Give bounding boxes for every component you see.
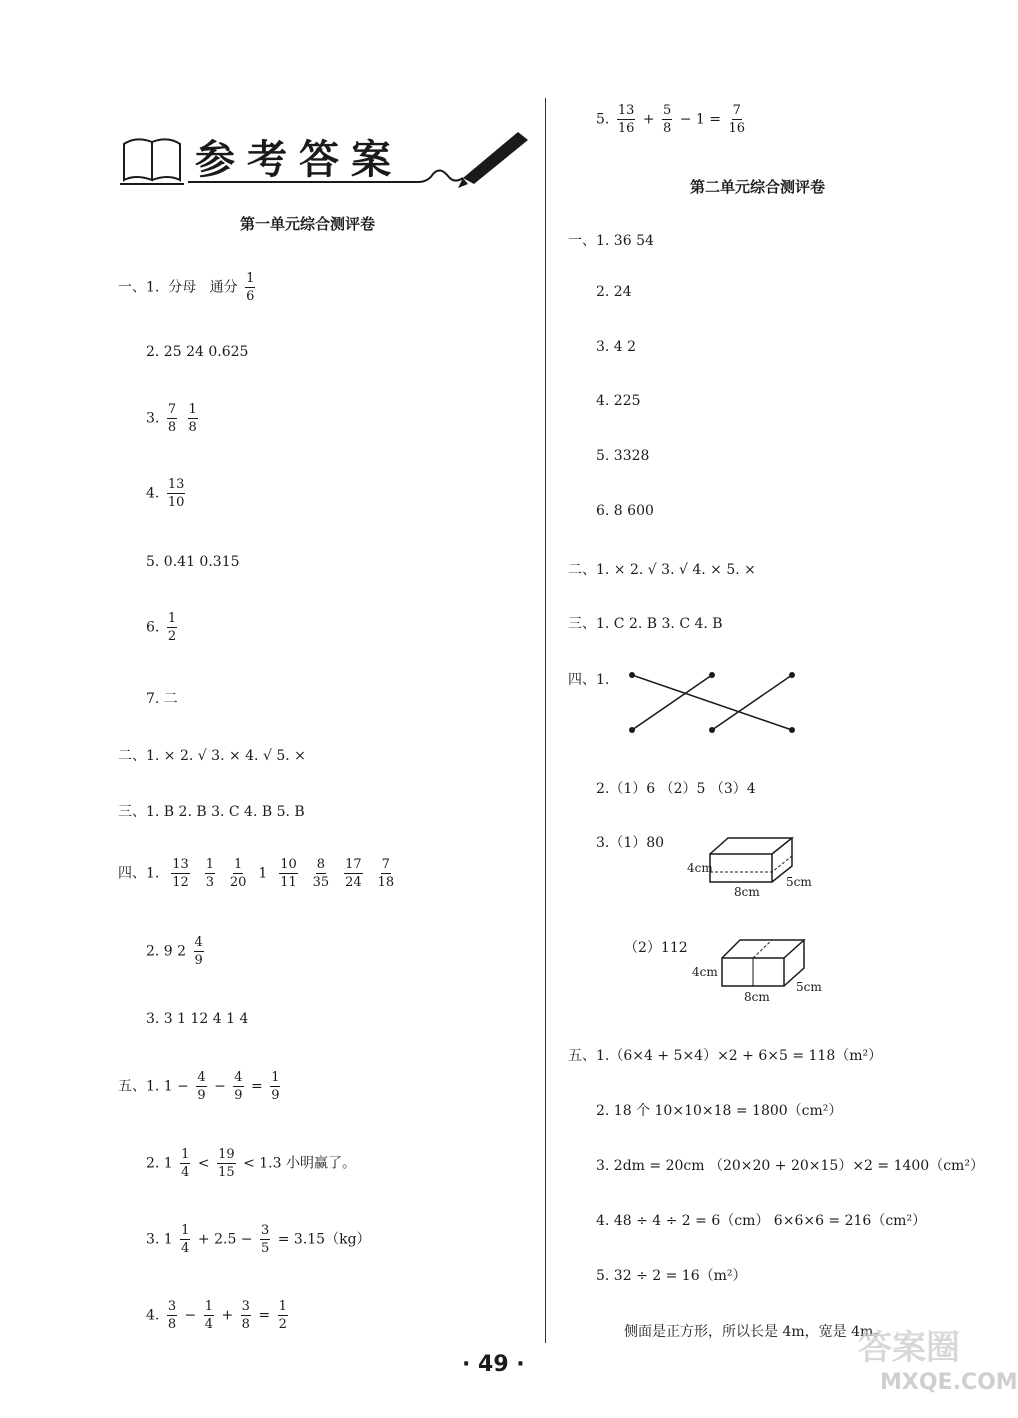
r-answer-5-2: 2. 18 个 10×10×18 = 1800（cm²）	[596, 1103, 843, 1119]
watermark-url: MXQE.COM	[880, 1370, 1018, 1395]
r-answer-4-1: 四、1.	[568, 672, 610, 688]
box2-width-label: 8cm	[744, 990, 770, 1004]
answer-5-4: 4. $\frac{3}{8}$ − $\frac{1}{4}$ + $\frac{3}{8}$ = $\frac{1}{2}$	[146, 1299, 287, 1332]
r-answer-1-2: 2. 24	[596, 284, 632, 300]
book-icon	[120, 139, 184, 184]
answer-1-7: 7. 二	[146, 691, 178, 707]
answer-1-2: 2. 25 24 0.625	[146, 344, 249, 360]
answer-1-5: 5. 0.41 0.315	[146, 554, 240, 570]
r-answer-1-6: 6. 8 600	[596, 503, 654, 519]
watermark-logo: 答案圈	[858, 1328, 960, 1368]
box2-depth-label: 5cm	[796, 980, 822, 994]
box1-depth-label: 5cm	[786, 875, 812, 889]
matching-lines-diagram	[620, 668, 800, 738]
match-line-3	[712, 675, 792, 730]
box2-height-label: 4cm	[692, 965, 718, 979]
answer-2: 二、1. × 2. √ 3. × 4. √ 5. ×	[118, 748, 306, 764]
r-answer-5-5: 5. 32 ÷ 2 = 16（m²）	[596, 1268, 747, 1284]
r-answer-5-4: 4. 48 ÷ 4 ÷ 2 = 6（cm） 6×6×6 = 216（cm²）	[596, 1213, 927, 1229]
answer-3: 三、1. B 2. B 3. C 4. B 5. B	[118, 804, 305, 820]
r-answer-5-1: 五、1.（6×4 + 5×4）×2 + 6×5 = 118（m²）	[568, 1048, 883, 1064]
answer-1-4: 4. $\frac{13}{10}$	[146, 477, 185, 510]
answer-prev-5: 5. $\frac{13}{16}$ + $\frac{5}{8}$ − 1 = $\frac{7}{16}$	[596, 103, 746, 136]
r-answer-1-5: 5. 3328	[596, 448, 650, 464]
answer-4-1: 四、1. $\frac{13}{12}$ $\frac{1}{3}$ $\frac{1}{20}$ 1 $\frac{10}{11}$ $\frac{8}{35}$ $\frac{17}{24}$ $\frac{7}{18}$	[118, 857, 395, 890]
unit2-heading: 第二单元综合测评卷	[690, 178, 826, 196]
answer-4-3: 3. 3 1 12 4 1 4	[146, 1011, 249, 1027]
r-answer-4-2: 2.（1）6 （2）5 （3）4	[596, 781, 756, 797]
box1-width-label: 8cm	[734, 885, 760, 899]
dot	[629, 672, 635, 678]
dot	[709, 727, 715, 733]
answer-5-1: 五、1. 1 − $\frac{4}{9}$ − $\frac{4}{9}$ = $\frac{1}{9}$	[118, 1070, 280, 1103]
answer-5-2: 2. 1 $\frac{1}{4}$ < $\frac{19}{15}$ < 1.3 小明赢了。	[146, 1147, 356, 1180]
dot	[629, 727, 635, 733]
r-answer-2: 二、1. × 2. √ 3. √ 4. × 5. ×	[568, 562, 756, 578]
match-line-1	[632, 675, 792, 730]
r-answer-1-4: 4. 225	[596, 393, 641, 409]
r-answer-5-3: 3. 2dm = 20cm （20×20 + 20×15）×2 = 1400（cm²）	[596, 1158, 984, 1174]
answer-1-6: 6. $\frac{1}{2}$	[146, 611, 177, 644]
answer-4-2: 2. 9 2 $\frac{4}{9}$	[146, 935, 203, 968]
unit1-heading: 第一单元综合测评卷	[240, 215, 376, 233]
match-line-2	[632, 675, 712, 730]
answer-1-1: 一、1. 分母 通分 $\frac{1}{6}$	[118, 271, 255, 304]
answer-5-3: 3. 1 $\frac{1}{4}$ + 2.5 − $\frac{3}{5}$ = 3.15（kg）	[146, 1223, 371, 1256]
pen-icon	[458, 132, 528, 188]
box1-height-label: 4cm	[687, 861, 713, 875]
r-answer-5-note: 侧面是正方形，所以长是 4m，宽是 4m。	[624, 1324, 888, 1340]
r-answer-1-3: 3. 4 2	[596, 339, 637, 355]
dot	[789, 672, 795, 678]
answer-1-3: 3. $\frac{7}{8}$ $\frac{1}{8}$	[146, 402, 197, 435]
page-title: 参考答案	[195, 136, 403, 183]
r-answer-4-3a: 3.（1）80	[596, 835, 665, 851]
r-answer-1-1: 一、1. 36 54	[568, 233, 654, 249]
column-divider	[545, 98, 546, 1343]
page-number: · 49 ·	[462, 1352, 525, 1377]
r-answer-4-3b: （2）112	[624, 940, 688, 956]
r-answer-3: 三、1. C 2. B 3. C 4. B	[568, 616, 723, 632]
dot	[789, 727, 795, 733]
dot	[709, 672, 715, 678]
